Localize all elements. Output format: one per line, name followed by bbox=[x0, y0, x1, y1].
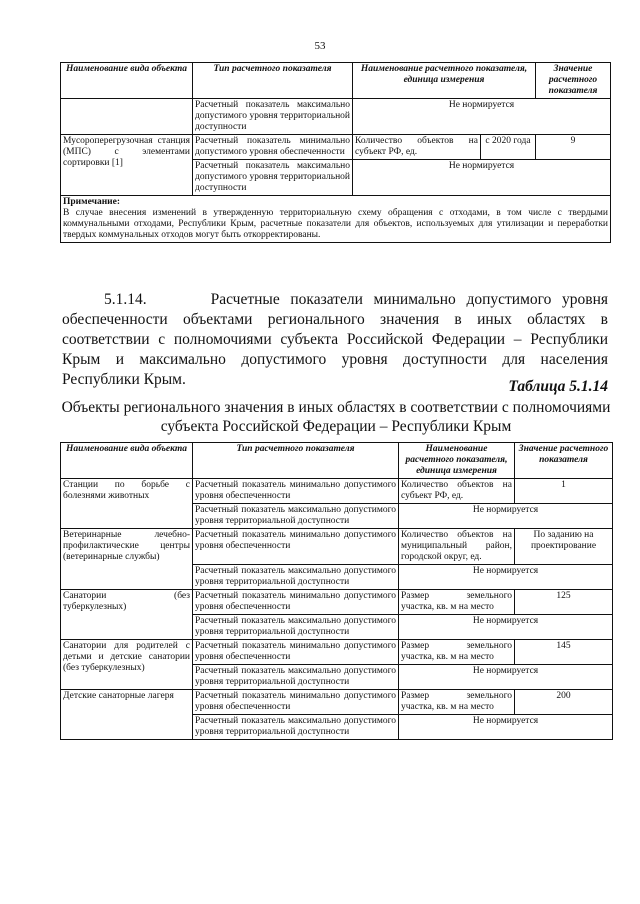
object-name-cell: Мусороперегрузочная станция (МПС) с элементами сортировки [1] bbox=[61, 135, 193, 196]
object-name-cell: Станции по борьбе с болезнями животных bbox=[61, 479, 193, 529]
table-5-1-14 bbox=[60, 442, 613, 740]
header-indicator-value: Значение расчетного показателя bbox=[515, 443, 613, 479]
not-normed-cell: Не нормируется bbox=[399, 504, 613, 529]
table-row bbox=[61, 99, 611, 135]
not-normed-cell: Не нормируется bbox=[399, 665, 613, 690]
year-cell: с 2020 года bbox=[481, 135, 536, 160]
indicator-value-cell: 200 bbox=[515, 690, 613, 715]
indicator-type-cell: Расчетный показатель максимально допустимого уровня территориальной доступности bbox=[193, 615, 399, 640]
table-header-row bbox=[61, 63, 611, 99]
indicator-name-cell: Размер земельного участка, кв. м на место bbox=[399, 640, 515, 665]
header-indicator-name: Наименование расчетного показателя, единица измерения bbox=[399, 443, 515, 479]
indicator-type-cell: Расчетный показатель максимально допустимого уровня территориальной доступности bbox=[193, 565, 399, 590]
header-object-type: Наименование вида объекта bbox=[61, 63, 193, 99]
section-paragraph bbox=[62, 290, 608, 390]
indicator-value-cell: 145 bbox=[515, 640, 613, 665]
note-cell bbox=[61, 196, 611, 243]
not-normed-cell: Не нормируется bbox=[353, 99, 611, 135]
indicator-name-cell: Размер земельного участка, кв. м на место bbox=[399, 690, 515, 715]
indicator-type-cell: Расчетный показатель минимально допустимого уровня обеспеченности bbox=[193, 690, 399, 715]
note-row bbox=[61, 196, 611, 243]
table-title: Объекты регионального значения в иных областях в соответствии с полномочиями субъекта Российской Федерации – Республики Крым bbox=[61, 399, 611, 435]
indicator-type-cell: Расчетный показатель минимально допустимого уровня обеспеченности bbox=[193, 529, 399, 565]
indicator-value-cell: 9 bbox=[536, 135, 611, 160]
table-row bbox=[61, 479, 613, 504]
object-name-cell: Детские санаторные лагеря bbox=[61, 690, 193, 740]
indicator-type-cell: Расчетный показатель максимально допустимого уровня территориальной доступности bbox=[193, 504, 399, 529]
section-text: Расчетные показатели минимально допустимого уровня обеспеченности объектами регионального значения в иных областях в соответствии с полномочиями субъекта Российской Федерации – Республики Крым и максимально допустимого уровня доступности для населения Республики Крым. bbox=[62, 291, 609, 388]
table-row bbox=[61, 135, 611, 160]
header-indicator-name: Наименование расчетного показателя, единица измерения bbox=[353, 63, 536, 99]
object-name-cell: Санатории для родителей с детьми и детские санатории (без туберкулезных) bbox=[61, 640, 193, 690]
indicator-type-cell: Расчетный показатель минимально допустимого уровня обеспеченности bbox=[193, 479, 399, 504]
not-normed-cell: Не нормируется bbox=[353, 160, 611, 196]
indicator-type-cell: Расчетный показатель максимально допустимого уровня территориальной доступности bbox=[193, 665, 399, 690]
table-header-row bbox=[61, 443, 613, 479]
table-row bbox=[61, 529, 613, 565]
page-number: 53 bbox=[314, 40, 326, 52]
note-text: В случае внесения изменений в утвержденную территориальную схему обращения с отходами, в том числе с твердыми коммунальными отходами, Республики Крым, расчетные показатели для объектов, используемых для утилизации и переработки твердых коммунальных отходов могут быть откорректированы. bbox=[63, 208, 609, 240]
table-continuation bbox=[60, 62, 611, 243]
header-indicator-value: Значение расчетного показателя bbox=[536, 63, 611, 99]
indicator-type-cell: Расчетный показатель максимально допустимого уровня территориальной доступности bbox=[193, 99, 353, 135]
indicator-type-cell: Расчетный показатель максимально допустимого уровня территориальной доступности bbox=[193, 715, 399, 740]
indicator-type-cell: Расчетный показатель минимально допустимого уровня обеспеченности bbox=[193, 590, 399, 615]
table-caption: Таблица 5.1.14 bbox=[508, 378, 608, 395]
object-name-cell: Санатории (без туберкулезных) bbox=[61, 590, 193, 640]
header-indicator-type: Тип расчетного показателя bbox=[193, 443, 399, 479]
header-object-type: Наименование вида объекта bbox=[61, 443, 193, 479]
indicator-type-cell: Расчетный показатель максимально допустимого уровня территориальной доступности bbox=[193, 160, 353, 196]
indicator-value-cell: 125 bbox=[515, 590, 613, 615]
table-row bbox=[61, 640, 613, 665]
not-normed-cell: Не нормируется bbox=[399, 615, 613, 640]
indicator-name-cell: Количество объектов на субъект РФ, ед. bbox=[399, 479, 515, 504]
indicator-value-cell: 1 bbox=[515, 479, 613, 504]
indicator-value-cell: По заданию на проектирование bbox=[515, 529, 613, 565]
section-number: 5.1.14. bbox=[104, 291, 147, 308]
not-normed-cell: Не нормируется bbox=[399, 715, 613, 740]
indicator-name-cell: Количество объектов на муниципальный район, городской округ, ед. bbox=[399, 529, 515, 565]
indicator-type-cell: Расчетный показатель минимально допустимого уровня обеспеченности bbox=[193, 640, 399, 665]
note-title: Примечание: bbox=[63, 197, 121, 207]
header-indicator-type: Тип расчетного показателя bbox=[193, 63, 353, 99]
table-row bbox=[61, 690, 613, 715]
object-name-cell: Ветеринарные лечебно-профилактические центры (ветеринарные службы) bbox=[61, 529, 193, 590]
indicator-name-cell: Количество объектов на субъект РФ, ед. bbox=[353, 135, 481, 160]
not-normed-cell: Не нормируется bbox=[399, 565, 613, 590]
indicator-type-cell: Расчетный показатель минимально допустимого уровня обеспеченности bbox=[193, 135, 353, 160]
table-row bbox=[61, 590, 613, 615]
indicator-name-cell: Размер земельного участка, кв. м на место bbox=[399, 590, 515, 615]
object-cell-empty bbox=[61, 99, 193, 135]
